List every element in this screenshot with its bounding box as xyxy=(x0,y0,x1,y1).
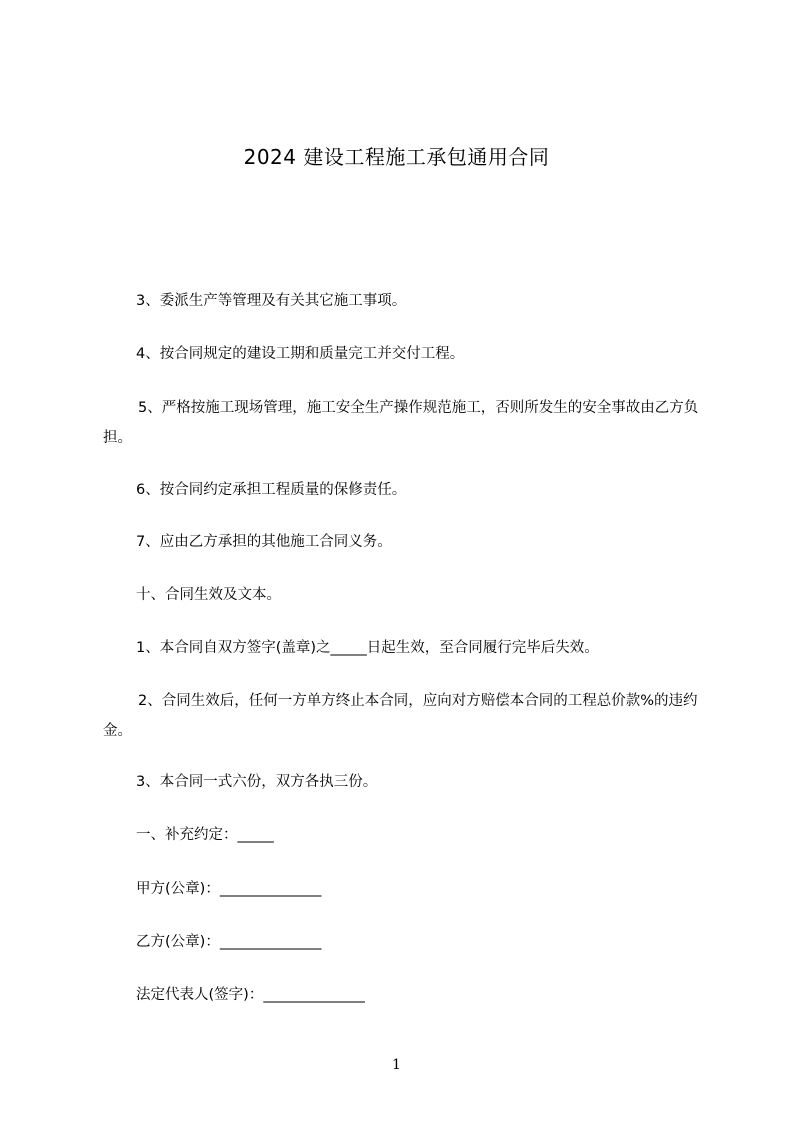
clause-5: 5、严格按施工现场管理，施工安全生产操作规范施工，否则所发生的安全事故由乙方负担。 xyxy=(103,400,699,446)
effect-clause-3: 3、本合同一式六份，双方各执三份。 xyxy=(136,774,378,790)
clause-3: 3、委派生产等管理及有关其它施工事项。 xyxy=(136,293,407,309)
page-number: 1 xyxy=(392,1057,401,1073)
clause-7: 7、应由乙方承担的其他施工合同义务。 xyxy=(136,534,392,550)
supplementary-terms: 一、补充约定：_____ xyxy=(136,827,274,843)
clause-4: 4、按合同规定的建设工期和质量完工并交付工程。 xyxy=(136,346,465,362)
legal-representative-signature-line: 法定代表人(签字)：______________ xyxy=(136,987,365,1003)
document-title: 2024 建设工程施工承包通用合同 xyxy=(243,145,550,169)
effect-clause-2: 2、合同生效后，任何一方单方终止本合同，应向对方赔偿本合同的工程总价款%的违约金。 xyxy=(103,693,698,739)
clause-6: 6、按合同约定承担工程质量的保修责任。 xyxy=(136,482,407,498)
party-b-seal-line: 乙方(公章)：______________ xyxy=(136,934,322,950)
party-a-seal-line: 甲方(公章)：______________ xyxy=(136,881,322,897)
effect-clause-1: 1、本合同自双方签字(盖章)之_____日起生效，至合同履行完毕后失效。 xyxy=(136,640,599,656)
section-ten-heading: 十、合同生效及文本。 xyxy=(136,587,281,603)
